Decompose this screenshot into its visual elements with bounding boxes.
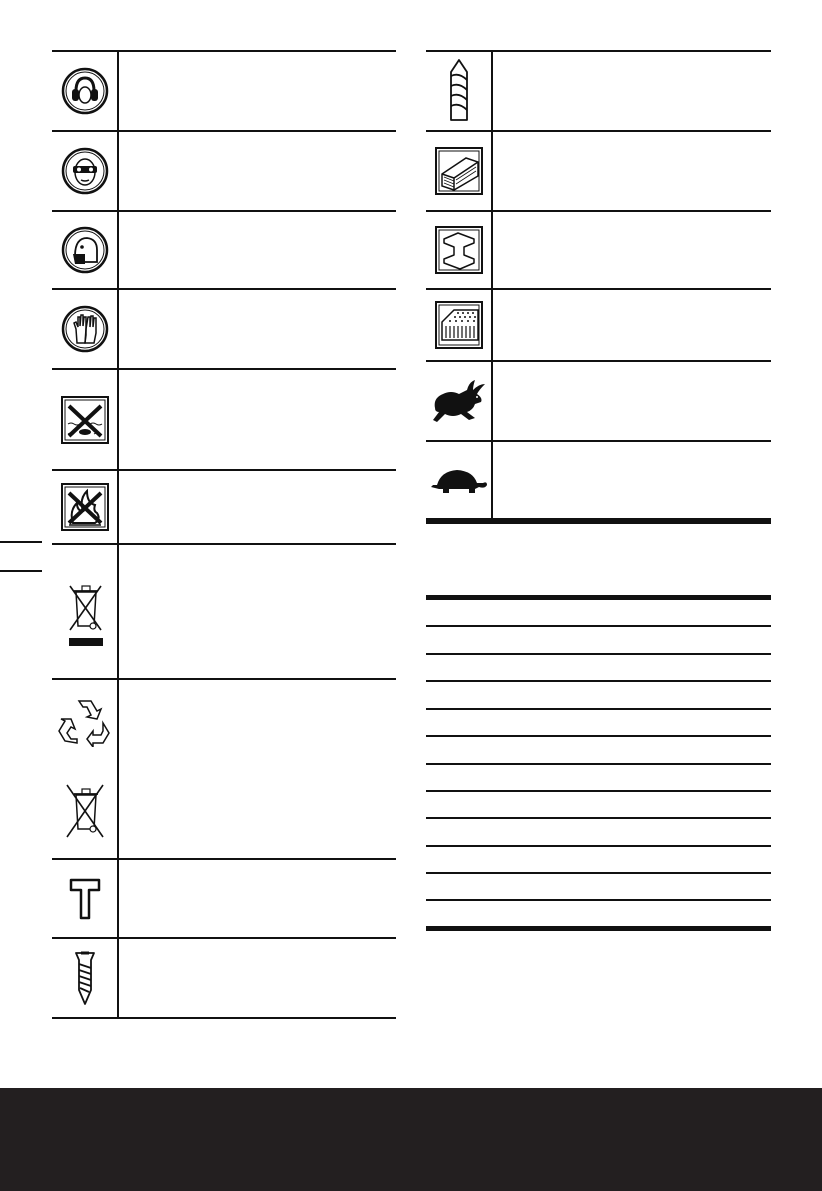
table-row [52,52,396,132]
table-row [426,442,771,518]
spec-row-rule [426,817,771,819]
spec-row-rule [426,872,771,874]
drill-bit-icon [426,52,491,130]
low-speed-tortoise-icon [426,442,491,518]
spec-table-top-rule [426,595,771,600]
hammer-icon [52,860,117,937]
dust-mask-icon [52,212,117,288]
side-tab-mark-bottom [0,570,42,572]
table-row [52,212,396,290]
recycle-icon [57,697,113,747]
table-row [426,52,771,132]
table-row [52,860,396,939]
spec-row-rule [426,735,771,737]
table-row [52,545,396,680]
table-row [52,370,396,471]
table-row [52,132,396,212]
weee-bin-small-icon [63,781,107,841]
spec-row-rule [426,845,771,847]
spec-row-rule [426,763,771,765]
spec-row-rule [426,625,771,627]
masonry-icon [426,290,491,360]
ear-protection-icon [52,52,117,130]
high-speed-rabbit-icon [426,362,491,440]
screw-icon [52,939,117,1017]
spec-row-rule [426,790,771,792]
spec-row-rule [426,653,771,655]
eye-protection-icon [52,132,117,210]
table-row [52,680,396,860]
table-row [52,471,396,545]
table-row [426,212,771,290]
protective-gloves-icon [52,290,117,368]
metal-icon [426,212,491,288]
table-row [426,132,771,212]
do-not-expose-to-water-icon [52,370,117,469]
table-row [52,939,396,1019]
weee-bin-icon [52,545,117,678]
footer-band [0,1088,822,1191]
wood-icon [426,132,491,210]
table-bottom-rule [426,518,771,524]
do-not-burn-icon [52,471,117,543]
recycle-and-weee-icon [52,680,117,858]
table-row [52,290,396,370]
spec-row-rule [426,899,771,901]
table-row [426,290,771,362]
spec-row-rule [426,680,771,682]
table-row [426,362,771,442]
spec-row-rule [426,708,771,710]
side-tab-mark-top [0,541,42,543]
spec-table-bottom-rule [426,926,771,931]
